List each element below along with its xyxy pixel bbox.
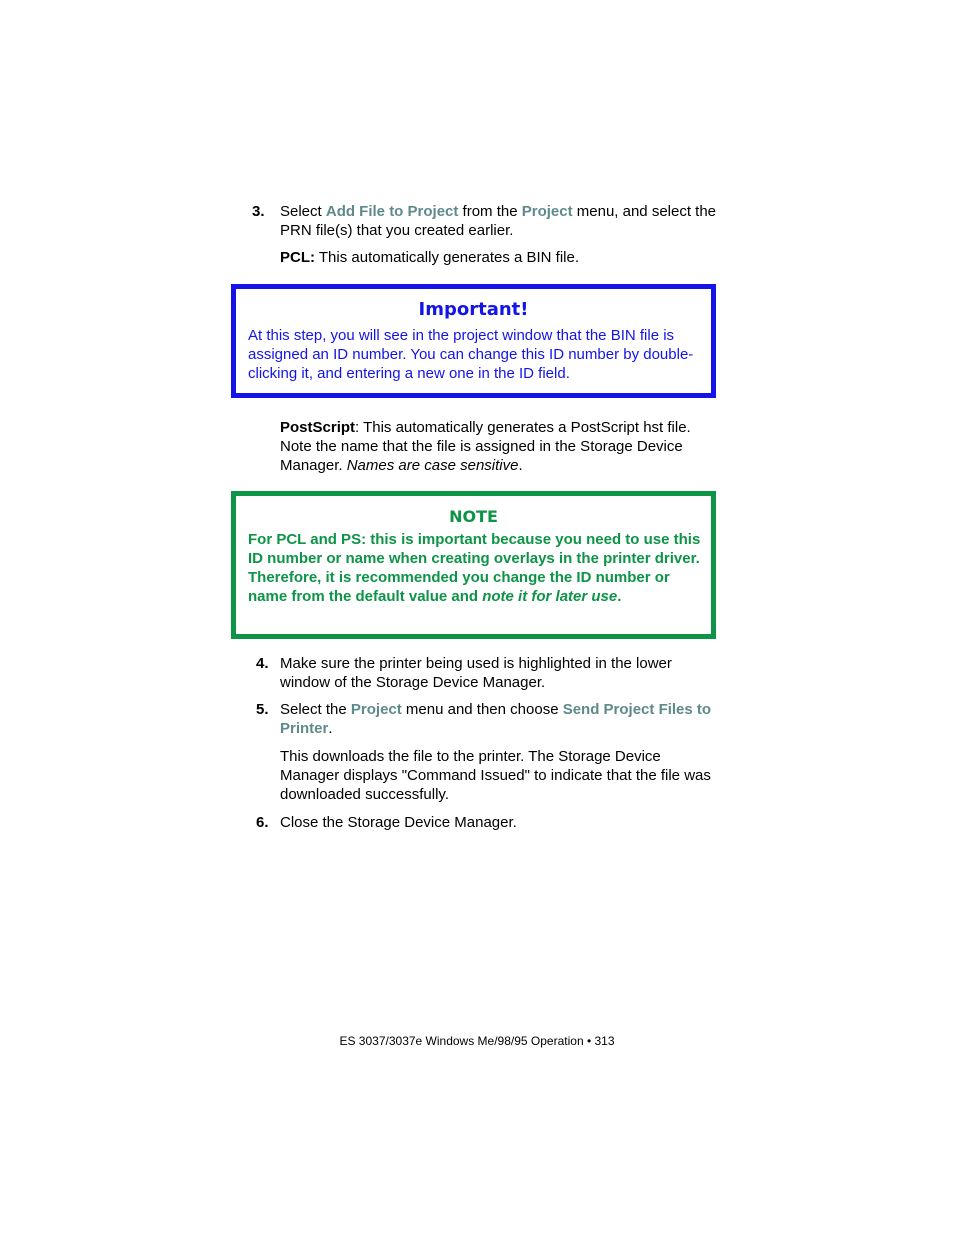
postscript-label: PostScript <box>280 419 356 436</box>
note-callout <box>231 491 716 639</box>
step-5-text: Select the Project menu and then choose Send Project Files to Printer. <box>280 701 712 737</box>
send-project-files-menu-item: Send Project Files to Printer <box>280 701 712 737</box>
step-4-number: 4. <box>256 655 269 672</box>
important-title: Important! <box>418 299 529 320</box>
step-6-text: Close the Storage Device Manager. <box>280 814 517 831</box>
important-body: At this step, you will see in the project window that the BIN file is assigned an ID number. You can change this ID number by double-clicking it, and entering a new one in the ID field. <box>248 327 694 382</box>
download-paragraph: This downloads the file to the printer. The Storage Device Manager displays "Command Issued" to indicate that the file was downloaded successfully. <box>280 748 711 803</box>
step-5-number: 5. <box>256 701 269 718</box>
step-4-text: Make sure the printer being used is highlighted in the lower window of the Storage Device Manager. <box>280 655 672 691</box>
project-menu: Project <box>521 203 573 220</box>
step-3-number: 3. <box>252 203 265 220</box>
pcl-label: PCL: <box>280 249 315 266</box>
project-menu: Project <box>350 701 402 718</box>
add-file-to-project-menu-item: Add File to Project <box>325 203 459 220</box>
postscript-paragraph: PostScript: This automatically generates a PostScript hst file. Note the name that the file is assigned in the Storage Device Manager. Names are case sensitive. <box>280 419 691 474</box>
note-title: NOTE <box>449 507 498 526</box>
important-callout <box>231 284 716 398</box>
page-footer: ES 3037/3037e Windows Me/98/95 Operation • 313 <box>339 1034 615 1048</box>
pcl-paragraph: PCL: This automatically generates a BIN file. <box>280 249 580 266</box>
note-body: For PCL and PS: this is important because you need to use this ID number or name when creating overlays in the printer driver. Therefore, it is recommended you change the ID number or name from the default value and note it for later use. <box>248 531 701 605</box>
step-3-text: Select Add File to Project from the Project menu, and select the PRN file(s) that you created earlier. <box>280 203 717 239</box>
step-6-number: 6. <box>256 814 269 831</box>
